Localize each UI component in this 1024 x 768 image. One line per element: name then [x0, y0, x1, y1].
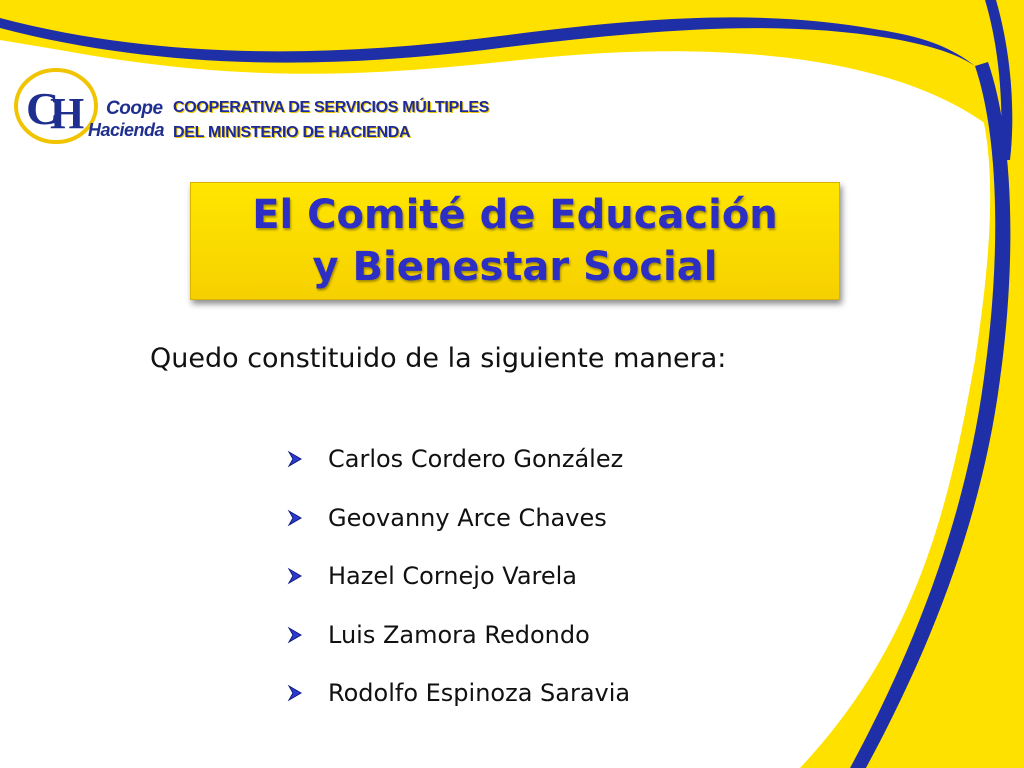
- member-name: Carlos Cordero González: [328, 445, 624, 474]
- slide-title-box: [190, 182, 840, 300]
- list-item: [286, 664, 630, 723]
- list-item: [286, 489, 630, 548]
- intro-text: Quedo constituido de la siguiente manera:: [150, 343, 727, 374]
- arrow-bullet-icon: [286, 682, 328, 704]
- member-name: Rodolfo Espinoza Saravia: [328, 679, 631, 708]
- slide-title-line-1: El Comité de Educación: [252, 192, 778, 238]
- slide-title-line-2: y Bienestar Social: [312, 244, 718, 290]
- arrow-bullet-icon: [286, 624, 328, 646]
- logo-text-coope: Coope: [106, 98, 163, 119]
- list-item: [286, 606, 630, 665]
- organization-name-line-2: DEL MINISTERIO DE HACIENDA: [173, 124, 411, 141]
- member-name: Geovanny Arce Chaves: [328, 503, 607, 532]
- member-name: Hazel Cornejo Varela: [328, 562, 577, 591]
- list-item: [286, 430, 630, 489]
- list-item: [286, 547, 630, 606]
- arrow-bullet-icon: [286, 565, 328, 587]
- svg-text:H: H: [50, 89, 85, 138]
- arrow-bullet-icon: [286, 448, 328, 470]
- coopehacienda-logo: [12, 58, 172, 158]
- organization-name-line-1: COOPERATIVA DE SERVICIOS MÚLTIPLES: [173, 99, 490, 116]
- member-list: [286, 430, 630, 723]
- svg-text:C: C: [26, 83, 60, 134]
- logo-ch-emblem-icon: [12, 58, 112, 158]
- arrow-bullet-icon: [286, 507, 328, 529]
- member-name: Luis Zamora Redondo: [328, 620, 590, 649]
- logo-text-hacienda: Hacienda: [88, 120, 165, 140]
